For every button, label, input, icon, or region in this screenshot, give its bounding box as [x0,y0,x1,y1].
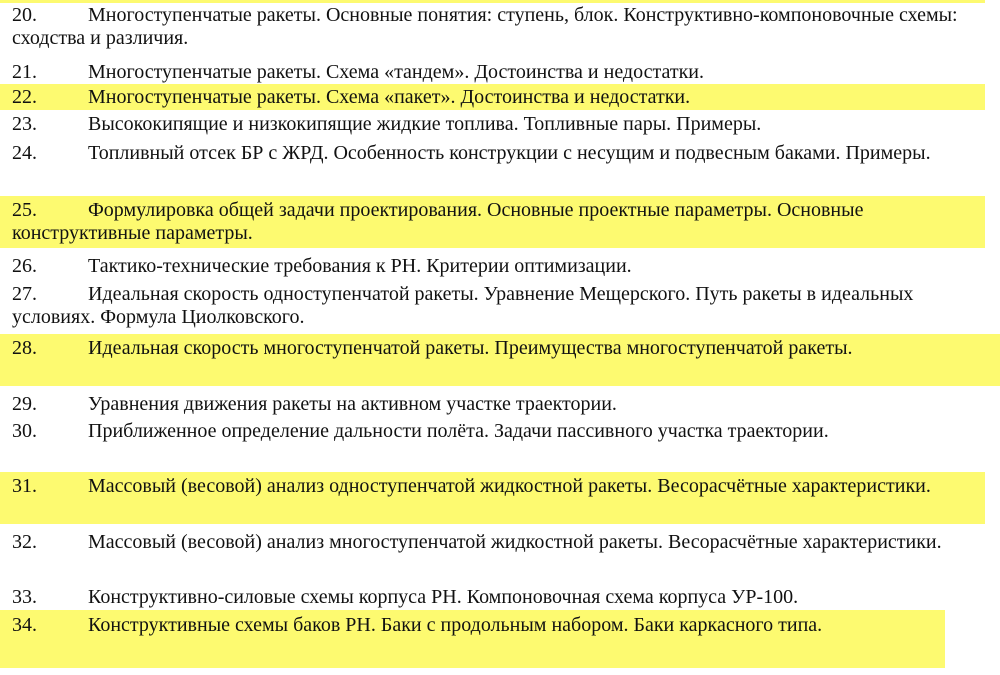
list-item [12,142,972,165]
item-number: 31. [12,475,37,497]
item-number: 20. [12,4,37,26]
item-number: 28. [12,337,37,359]
list-item [12,199,972,245]
item-number: 26. [12,255,37,277]
list-item [12,4,972,50]
list-item [12,337,972,360]
list-item [12,255,972,278]
item-text: Конструктивные схемы баков РН. Баки с продольным набором. Баки каркасного типа. [88,614,823,636]
item-text: Идеальная скорость одноступенчатой ракеты. Уравнение Мещерского. Путь ракеты в идеальных условиях. Формула Циолковского. [12,283,914,328]
item-text: Массовый (весовой) анализ многоступенчатой жидкостной ракеты. Весорасчётные характеристики. [88,531,942,553]
item-number: 29. [12,393,37,415]
list-item [12,586,972,609]
list-item [12,113,972,136]
item-text: Многоступенчатые ракеты. Основные понятия: ступень, блок. Конструктивно-компоновочные схемы: сходства и различия. [12,4,958,49]
item-number: 22. [12,86,37,108]
item-number: 21. [12,61,37,83]
list-item [12,61,972,84]
item-text: Конструктивно-силовые схемы корпуса РН. Компоновочная схема корпуса УР-100. [88,586,799,608]
item-number: 23. [12,113,37,135]
item-text: Многоступенчатые ракеты. Схема «тандем». Достоинства и недостатки. [88,61,704,83]
item-text: Многоступенчатые ракеты. Схема «пакет». Достоинства и недостатки. [88,86,691,108]
list-item [12,475,972,498]
item-number: 34. [12,614,37,636]
list-item [12,393,972,416]
item-text: Высококипящие и низкокипящие жидкие топлива. Топливные пары. Примеры. [88,113,762,135]
list-item [12,283,972,329]
list-item [12,614,972,637]
item-text: Массовый (весовой) анализ одноступенчатой жидкостной ракеты. Весорасчётные характеристики. [88,475,931,497]
item-number: 33. [12,586,37,608]
highlight-top-edge [0,0,985,3]
item-text: Топливный отсек БР с ЖРД. Особенность конструкции с несущим и подвесным баками. Примеры. [88,142,931,164]
item-number: 24. [12,142,37,164]
item-text: Приближенное определение дальности полёта. Задачи пассивного участка траектории. [88,420,829,442]
item-number: 30. [12,420,37,442]
list-item [12,531,972,554]
item-text: Уравнения движения ракеты на активном участке траектории. [88,393,617,415]
item-text: Идеальная скорость многоступенчатой ракеты. Преимущества многоступенчатой ракеты. [88,337,853,359]
list-item [12,420,972,443]
item-number: 27. [12,283,37,305]
item-text: Формулировка общей задачи проектирования. Основные проектные параметры. Основные конструктивные параметры. [12,199,864,244]
item-text: Тактико-технические требования к РН. Критерии оптимизации. [88,255,632,277]
item-number: 25. [12,199,37,221]
list-item [12,86,972,109]
item-number: 32. [12,531,37,553]
